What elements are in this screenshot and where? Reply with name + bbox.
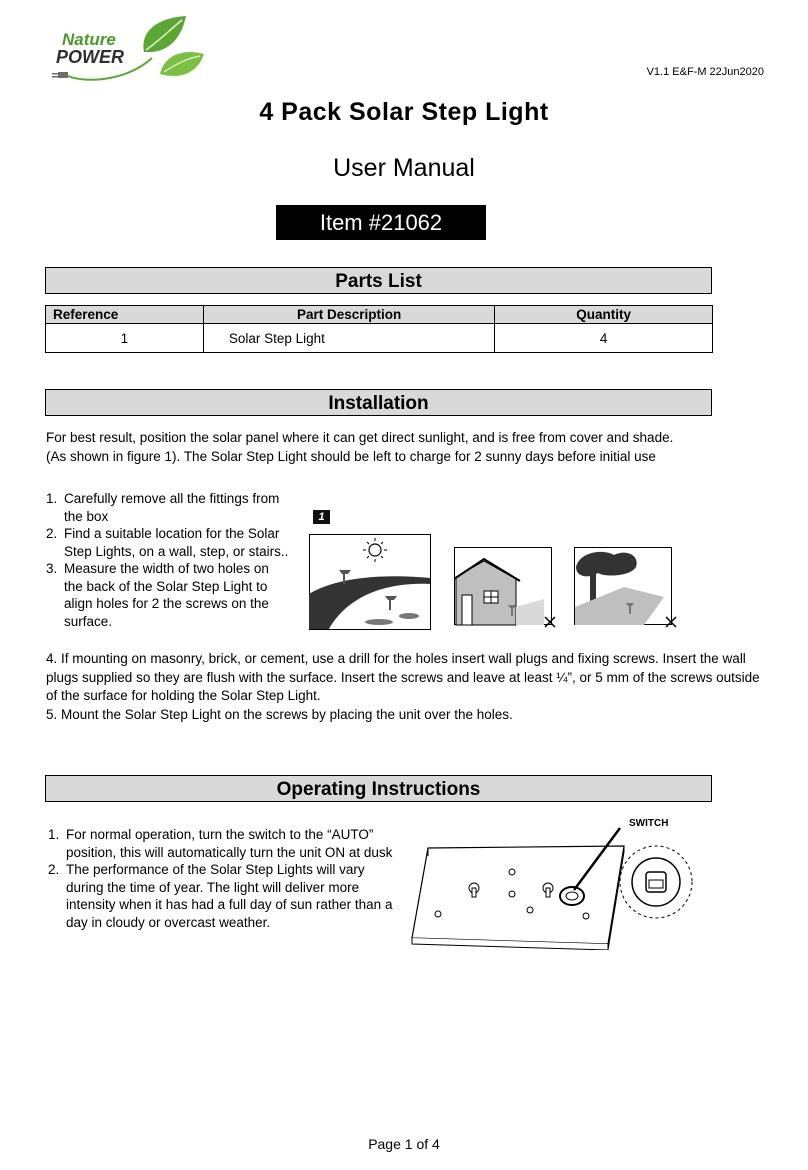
column-header-quantity: Quantity	[495, 306, 713, 324]
page-title: 4 Pack Solar Step Light	[259, 98, 549, 126]
item-number-badge: Item #21062	[276, 205, 486, 240]
installation-step-4: 4. If mounting on masonry, brick, or cement, use a drill for the holes insert wall plugs and fixing screws. Insert the wall plugs supplied so they are flush with the surface. Insert the screws and leave at least ¼”, or 5 mm of the screws outside of the surface for holding the Solar Step Light.	[46, 651, 760, 703]
page-number: Page 1 of 4	[368, 1136, 440, 1152]
page-subtitle: User Manual	[333, 154, 475, 182]
list-item: 2. The performance of the Solar Step Lights will vary during the time of year. The light will deliver more intensity when it has had a full day of sun rather than a day in cloudy or overcast weather.	[48, 862, 393, 930]
switch-label: SWITCH	[629, 818, 669, 829]
figure-tree-shade-illustration	[574, 547, 680, 631]
nature-power-logo	[48, 14, 208, 86]
cell-description: Solar Step Light	[203, 324, 495, 353]
table-row	[46, 324, 713, 353]
installation-steps	[46, 490, 290, 630]
figure-house-shade-illustration	[454, 547, 558, 631]
installation-intro: For best result, position the solar panel where it can get direct sunlight, and is free from cover and shade. (As shown in figure 1). The Solar Step Light should be left to charge for 2 sunny days before initial use	[46, 430, 674, 464]
list-item: 1. Carefully remove all the fittings from the box	[46, 491, 280, 524]
figure-switch-diagram	[408, 826, 714, 950]
list-item: 3. Measure the width of two holes on the back of the Solar Step Light to align holes for 2 the screws on the surface.	[46, 561, 269, 629]
figure-sunlight-illustration	[309, 534, 431, 630]
cell-quantity: 4	[495, 324, 713, 353]
parts-table-header	[46, 306, 713, 324]
installation-heading: Installation	[45, 389, 712, 416]
list-item: 2. Find a suitable location for the Solar Step Lights, on a wall, step, or stairs..	[46, 526, 289, 559]
parts-table	[45, 305, 713, 353]
installation-step-5: 5. Mount the Solar Step Light on the screws by placing the unit over the holes.	[46, 707, 513, 722]
logo-text-power: POWER	[56, 47, 125, 67]
cell-reference: 1	[46, 324, 204, 353]
list-item: 1. For normal operation, turn the switch to the “AUTO” position, this will automatically turn the unit ON at dusk	[48, 827, 393, 860]
logo-text-nature: Nature	[62, 30, 116, 49]
column-header-description: Part Description	[203, 306, 495, 324]
column-header-reference: Reference	[46, 306, 204, 324]
operating-steps	[48, 826, 400, 931]
parts-list-heading: Parts List	[45, 267, 712, 294]
operating-instructions-heading: Operating Instructions	[45, 775, 712, 802]
figure-number-badge: 1	[313, 510, 330, 524]
version-label: V1.1 E&F-M 22Jun2020	[646, 66, 764, 78]
